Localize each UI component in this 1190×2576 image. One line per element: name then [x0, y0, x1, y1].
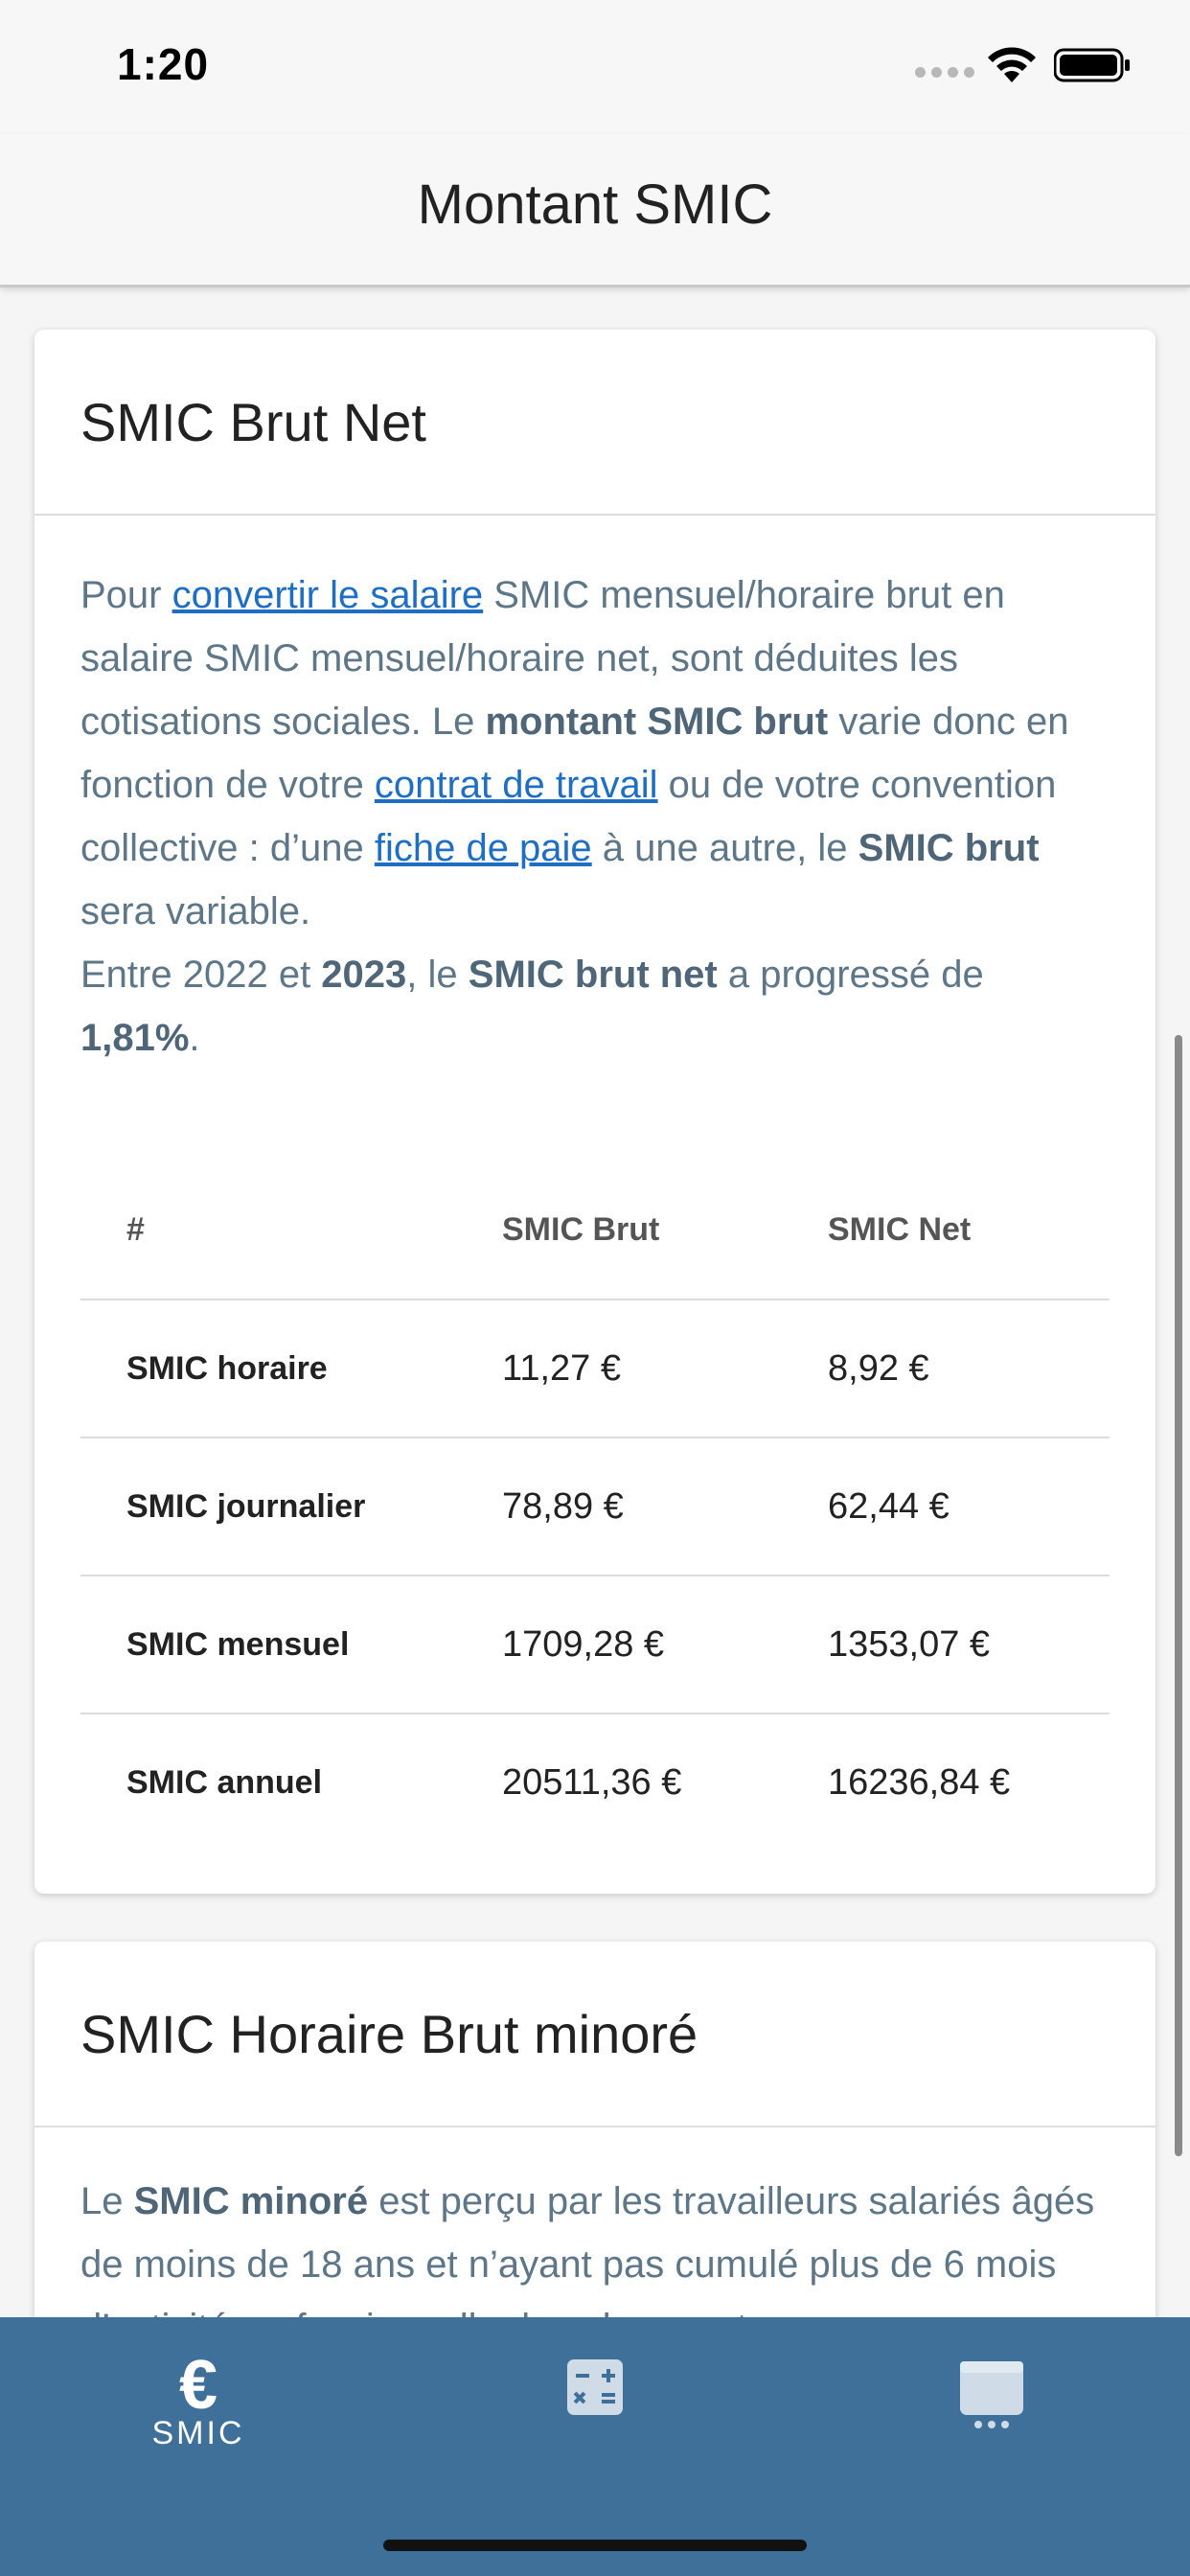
- card-title: SMIC Horaire Brut minoré: [80, 2004, 698, 2064]
- text: Entre 2022 et: [80, 954, 322, 996]
- column-header: SMIC Brut: [502, 1162, 828, 1300]
- table-row: [80, 1300, 1110, 1438]
- cellular-signal-icon: [915, 67, 974, 78]
- app-header: [0, 134, 1190, 288]
- card-header: [34, 1942, 1156, 2128]
- bold-text: SMIC brut net: [468, 954, 718, 996]
- net-value: 62,44 €: [828, 1438, 1110, 1576]
- net-value: 16236,84 €: [828, 1762, 1011, 1803]
- card-header: [34, 330, 1156, 516]
- table-header-row: [80, 1162, 1110, 1300]
- smic-table: [80, 1162, 1110, 1852]
- home-indicator[interactable]: [383, 2540, 807, 2551]
- more-icon: [958, 2359, 1025, 2430]
- text: est perçu par les travailleurs salariés âgés de moins de 18 ans et n’ayant pas cumulé plus de 6 mois: [80, 2180, 1095, 2286]
- table-row: [80, 1438, 1110, 1576]
- row-label: SMIC horaire: [80, 1300, 502, 1438]
- text: a progressé de: [717, 954, 984, 996]
- text: , le: [406, 954, 469, 996]
- bold-text: montant SMIC brut: [485, 701, 829, 743]
- nav-tab-label: SMIC: [151, 2415, 245, 2451]
- text: ou de votre convention collective : d’une: [80, 764, 1057, 869]
- fiche-paie-link[interactable]: fiche de paie: [374, 827, 592, 869]
- progress-paragraph: [80, 943, 1110, 1070]
- nav-tab-calculator[interactable]: [397, 2317, 793, 2509]
- nav-tab-smic[interactable]: [0, 2317, 397, 2509]
- text: SMIC mensuel/horaire brut en salaire SMIC mensuel/horaire net, sont déduites les cotisations sociales. Le: [80, 574, 1005, 743]
- status-bar: [0, 0, 1190, 134]
- contrat-travail-link[interactable]: contrat de travail: [374, 764, 658, 806]
- text: Le: [80, 2180, 134, 2222]
- row-label: SMIC annuel: [126, 1764, 323, 1801]
- bottom-nav: [0, 2317, 1190, 2576]
- net-value: 8,92 €: [828, 1300, 1110, 1438]
- bold-text: SMIC minoré: [133, 2180, 369, 2222]
- column-header: SMIC Net: [828, 1162, 1110, 1300]
- scrollbar[interactable]: [1175, 1035, 1182, 2156]
- page-title: Montant SMIC: [417, 173, 773, 236]
- row-label: SMIC journalier: [80, 1438, 502, 1576]
- convertir-salaire-link[interactable]: convertir le salaire: [172, 574, 484, 616]
- net-value: 1353,07 €: [828, 1576, 1110, 1714]
- text: Pour: [80, 574, 172, 616]
- euro-icon: €: [178, 2347, 218, 2424]
- wifi-icon: [985, 46, 1039, 84]
- text: sera variable.: [80, 890, 311, 932]
- battery-icon: [1054, 48, 1131, 82]
- nav-tab-more[interactable]: [793, 2317, 1190, 2509]
- column-header: #: [80, 1162, 502, 1300]
- text: à une autre, le: [591, 827, 858, 869]
- bold-text: 1,81%: [80, 1017, 190, 1059]
- text: .: [189, 1017, 200, 1059]
- card-title: SMIC Brut Net: [80, 392, 426, 452]
- bold-text: 2023: [321, 954, 407, 996]
- calculator-icon: [567, 2359, 623, 2415]
- brut-value: 11,27 €: [502, 1300, 828, 1438]
- status-time: 1:20: [117, 39, 210, 89]
- card-body: [34, 516, 1156, 1852]
- table-row: [80, 1576, 1110, 1714]
- brut-value: 78,89 €: [502, 1438, 828, 1576]
- row-label: SMIC mensuel: [80, 1576, 502, 1714]
- smic-brut-net-card: [34, 330, 1156, 1894]
- brut-value: 20511,36 €: [502, 1762, 682, 1803]
- table-row: [80, 1714, 1110, 1852]
- brut-value: 1709,28 €: [502, 1576, 828, 1714]
- text: varie donc en fonction de votre: [80, 701, 1069, 806]
- bold-text: SMIC brut: [858, 827, 1040, 869]
- intro-paragraph: [80, 564, 1110, 943]
